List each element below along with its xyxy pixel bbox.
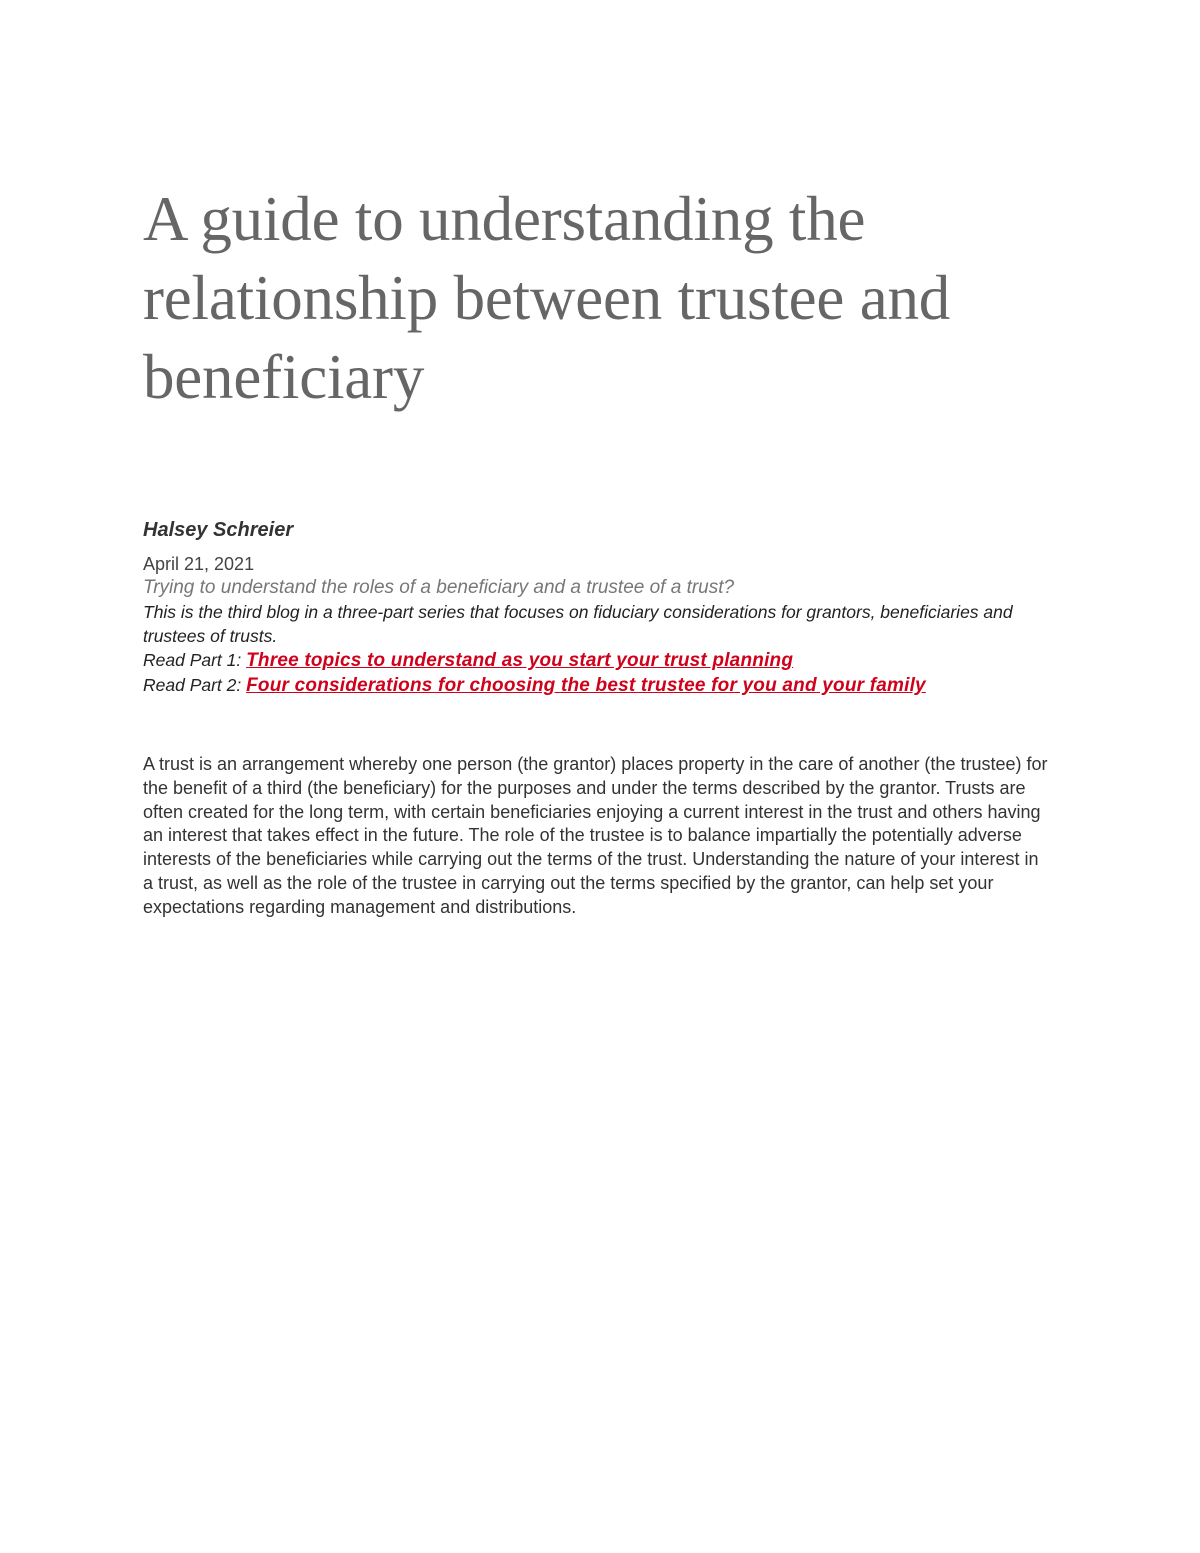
body-paragraph: A trust is an arrangement whereby one person (the grantor) places property in the care of another (the trustee) for the benefit of a third (the beneficiary) for the purposes and under the terms described by the grantor. Trusts are often created for the long term, with certain beneficiaries enjoying a current interest in the trust and others having an interest that takes effect in the future. The role of the trustee is to balance impartially the potentially adverse interests of the beneficiaries while carrying out the terms of the trust. Understanding the nature of your interest in a trust, as well as the role of the trustee in carrying out the terms specified by the grantor, can help set your expectations regarding management and distributions. [143, 754, 1048, 917]
document-page [143, 180, 1058, 917]
article-date: April 21, 2021 [143, 554, 255, 574]
read-part-2-link[interactable]: Four considerations for choosing the best trustee for you and your family [246, 675, 926, 696]
read-part-1-link[interactable]: Three topics to understand as you start your trust planning [246, 650, 794, 671]
read-part-1-prefix: Read Part 1: [143, 650, 247, 670]
intro-question: Trying to understand the roles of a beneficiary and a trustee of a trust? [143, 577, 735, 598]
article-title: A guide to understanding the relationship between trustee and beneficiary [143, 184, 951, 412]
read-part-1 [143, 648, 1058, 673]
read-part-2 [143, 673, 1058, 698]
series-note: This is the third blog in a three-part series that focuses on fiduciary considerations for grantors, beneficiaries and trustees of trusts. [143, 602, 1013, 646]
article-meta-block [143, 552, 1058, 698]
article-author: Halsey Schreier [143, 519, 294, 541]
read-part-2-prefix: Read Part 2: [143, 675, 247, 695]
